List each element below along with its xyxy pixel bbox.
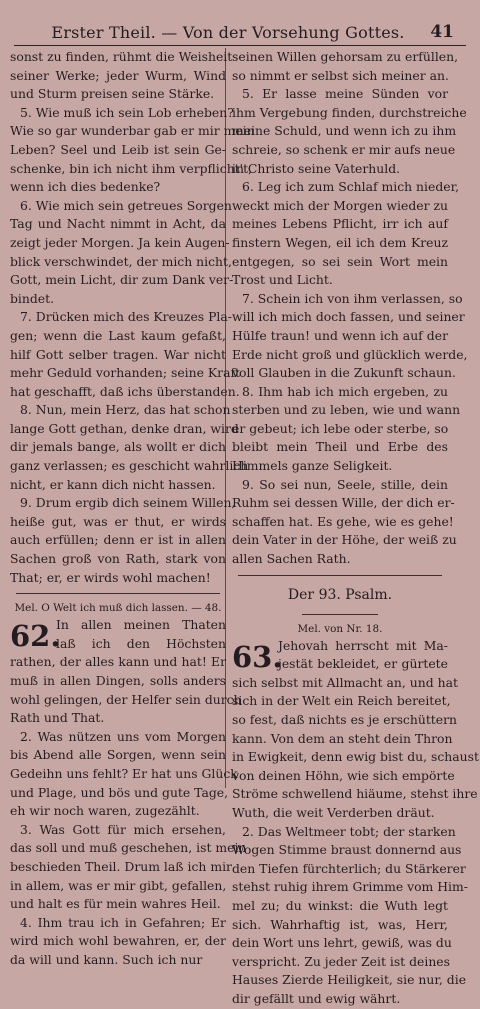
text-line: auch erfüllen; denn er ist in allen [10,532,226,548]
text-line: verspricht. Zu jeder Zeit ist deines [232,953,450,969]
text-line: mel zu; du winkst: die Wuth legt [232,897,448,913]
text-line: sonst zu finden, rühmt die Weisheit [10,49,233,64]
text-line: hat geschafft, daß ichs überstanden. [10,383,240,399]
text-line: weckt mich der Morgen wieder zu [232,197,448,213]
text-line: Trost und Licht. [232,272,333,288]
text-line: lange Gott gethan, denke dran, wird [10,420,239,436]
text-line: nicht, er kann dich nicht hassen. [10,476,216,492]
text-line: von deinen Höhn, wie sich empörte [232,767,455,783]
text-line: wohl gelingen, der Helfer sein durch [10,691,242,707]
text-line: Leben? Seel und Leib ist sein Ge- [10,141,226,157]
text-line: 8. Ihm hab ich mich ergeben, zu [242,383,448,399]
text-line: schaffen hat. Es gehe, wie es gehe! [232,513,454,529]
text-line: ganz verlassen; es geschicht wahrlich [10,458,249,474]
text-line: meine Schuld, und wenn ich zu ihm [232,123,457,139]
text-line: sterben und zu leben, wie und wann [232,402,461,418]
text-line: Hauses Zierde Heiligkeit, sie nur, die [232,972,467,988]
text-line: kann. Von dem an steht dein Thron [232,730,453,746]
text-line: Rath und That. [10,710,105,726]
text-line: schenke, bin ich nicht ihm verpflicht't, [10,160,252,176]
text-line: blick verschwindet, der mich nicht, [10,253,232,269]
text-line: den Tiefen fürchterlich; du Stärkerer [232,860,466,876]
text-line: ihm Vergebung finden, durchstreiche [232,104,467,120]
text-line: voll Glauben in die Zukunft schaun. [232,365,456,381]
text-line: dir gefällt und ewig währt. [232,990,401,1006]
text-line: heiße gut, was er thut, er wirds [10,513,226,529]
melody-line: Mel. O Welt ich muß dich lassen. — 48. [14,602,222,615]
text-line: 6. Wie mich sein getreues Sorgen [20,197,232,213]
text-line: Gedeihn uns fehlt? Er hat uns Glück [10,765,238,781]
text-line: muß in allen Dingen, solls anders [10,673,226,688]
text-line: stehst ruhig ihrem Grimme vom Him- [232,879,468,895]
text-line: sich selbst mit Allmacht an, und hat [232,674,458,690]
section-rule [16,593,220,594]
text-line: 6. Leg ich zum Schlaf mich nieder, [242,179,460,195]
text-line: dir jemals bange, als wollt er dich [10,439,226,455]
text-line: 5. Wie muß ich sein Lob erheben? [20,104,234,120]
text-line: Wuth, die weit Verderben dräut. [232,804,435,820]
text-line: schreie, so schenk er mir aufs neue [232,141,456,157]
text-line: 3. Was Gott für mich ersehen, [20,821,226,837]
text-line: eh wir noch waren, zugezählt. [10,803,200,819]
right-column [232,48,479,1009]
text-line: Erde nicht groß und glücklich werde, [232,346,468,362]
text-line: beschieden Theil. Drum laß ich mir [10,858,232,874]
text-line: 2. Was nützen uns vom Morgen [20,728,226,744]
left-column [10,48,255,970]
hymn-text [232,637,479,1009]
left-verses [10,48,255,587]
hymn-number: 62. [10,619,61,654]
text-line: 2. Das Weltmeer tobt; der starken [242,823,456,839]
text-line: das soll und muß geschehen, ist mein [10,840,247,856]
text-line: Ströme schwellend hiäume, stehst ihre [232,786,478,802]
text-line: Ruhm sei dessen Wille, der dich er- [232,495,455,511]
text-line: dein Wort uns lehrt, gewiß, was du [232,935,452,951]
text-line: 9. So sei nun, Seele, stille, dein [242,476,448,492]
text-line: bleibt mein Theil und Erbe des [232,439,448,455]
text-line: und halt es für mein wahres Heil. [10,896,221,912]
hymn-text [10,616,247,969]
text-line: Wie so gar wunderbar gab er mir mein [10,123,255,139]
text-line: zeigt jeder Morgen. Ja kein Augen- [10,234,230,250]
running-header [14,19,466,46]
text-line: wird mich wohl bewahren, er, der [10,933,226,949]
text-line: Wogen Stimme braust donnernd aus [232,842,462,858]
text-line: 7. Drücken mich des Kreuzes Pla- [20,309,232,325]
text-line: finstern Wegen, eil ich dem Kreuz [232,234,448,250]
text-line: sich in der Welt ein Reich bereitet, [232,693,451,709]
text-line: und Sturm preisen seine Stärke. [10,86,215,102]
text-line: so fest, daß nichts es je erschüttern [232,712,458,727]
text-line: in Christo seine Vaterhuld. [232,160,401,176]
text-line: Gott, mein Licht, dir zum Dank ver- [10,272,234,288]
text-line: entgegen, so sei sein Wort mein [232,253,448,269]
text-line: seiner Werke; jeder Wurm, Wind [10,67,226,83]
text-line: in allem, was er mir gibt, gefallen, [10,877,227,893]
page-number: 41 [430,22,454,42]
text-line: und Plage, und bös und gute Tage, [10,784,229,800]
text-line: bindet. [10,290,55,306]
text-line: allen Sachen Rath. [232,551,351,567]
text-line: Sachen groß von Rath, stark von [10,551,226,567]
text-line: sich. Wahrhaftig ist, was, Herr, [232,916,448,932]
text-line: 4. Ihm trau ich in Gefahren; Er [20,914,226,930]
text-line: 9. Drum ergib dich seinem Willen, [20,495,236,511]
text-line: meines Lebens Pflicht, irr ich auf [232,216,448,232]
psalm-title: Der 93. Psalm. [287,586,393,603]
section-rule [238,575,442,576]
text-line: Tag und Nacht nimmt in Acht, da [10,216,226,232]
text-line: jestät bekleidet, er gürtete [278,656,448,672]
text-line: so nimmt er selbst sich meiner an. [232,67,449,83]
melody-line: Mel. von Nr. 18. [297,622,383,635]
text-line: wenn ich dies bedenke? [10,179,161,195]
text-line: Hülfe traun! und wenn ich auf der [232,327,448,343]
text-line: That; er, er wirds wohl machen! [10,569,211,585]
text-line: Himmels ganze Seligkeit. [232,458,393,474]
text-line: in Ewigkeit, denn ewig bist du, schaust [232,749,479,765]
section-rule [302,614,378,615]
text-line: mehr Geduld vorhanden; seine Kraft [10,365,241,381]
text-line: laß ich den Höchsten [56,635,226,651]
text-line: 7. Schein ich von ihm verlassen, so [242,290,463,306]
text-line: 8. Nun, mein Herz, das hat schon [20,402,231,418]
text-line: gen; wenn die Last kaum gefaßt, [10,327,226,343]
text-line: 5. Er lasse meine Sünden vor [242,86,448,102]
text-line: dein Vater in der Höhe, der weiß zu [232,532,457,548]
text-line: er gebeut; ich lebe oder sterbe, so [232,420,449,436]
text-line: seinen Willen gehorsam zu erfüllen, [232,49,459,64]
text-line: hilf Gott selber tragen. War nicht [10,346,226,362]
header-title: Erster Theil. — Von der Vorsehung Gottes. [51,23,405,42]
right-verses [232,48,468,569]
text-line: da will und kann. Such ich nur [10,951,203,967]
text-line: rathen, der alles kann und hat! Er [10,654,226,670]
text-line: In allen meinen Thaten [56,617,226,633]
text-line: bis Abend alle Sorgen, wenn sein [10,747,226,763]
text-line: Jehovah herrscht mit Ma- [278,637,448,653]
hymn-number: 63. [232,639,283,674]
text-line: will ich mich doch fassen, und seiner [232,309,465,325]
